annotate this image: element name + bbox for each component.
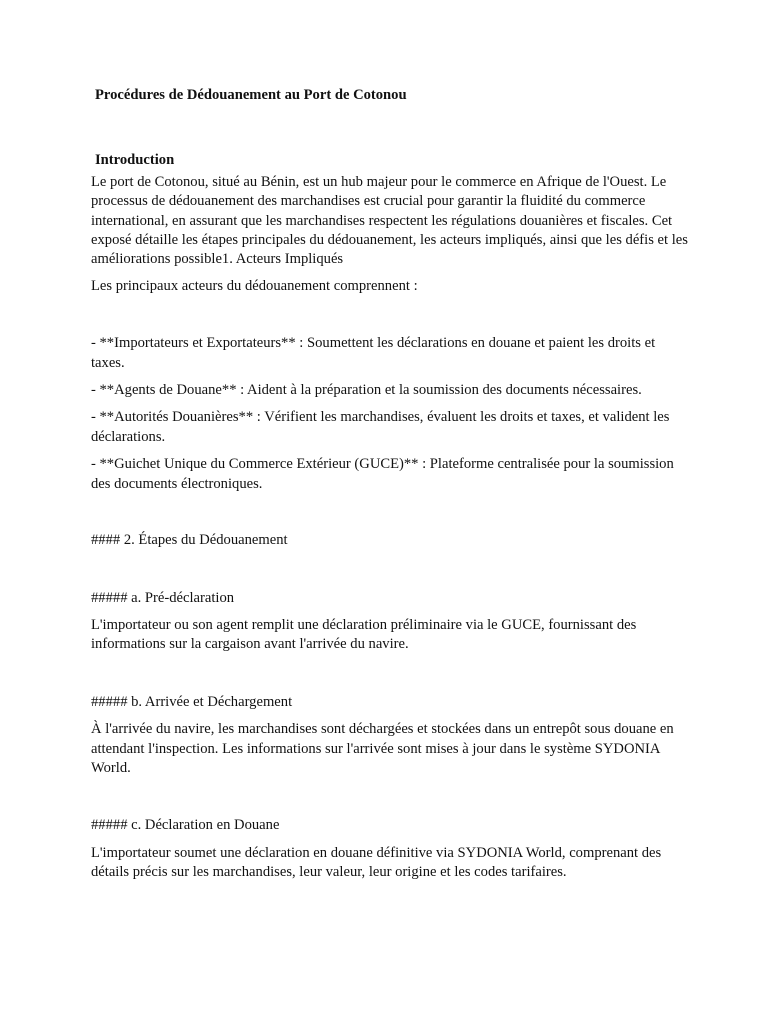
intro-paragraph: Le port de Cotonou, situé au Bénin, est un hub majeur pour le commerce en Afrique de l'Ouest. Le processus de dédouanement des marchandises est crucial pour garantir la fluidité du commerce international, en assurant que les marchandises respectent les régulations douanières et fiscales. Cet exposé détaille les étapes principales du dédouanement, les acteurs impliqués, ainsi que les défis et les améliorations possible1. Acteurs Impliqués — [91, 173, 688, 268]
step-heading-arrivee: ##### b. Arrivée et Déchargement — [91, 693, 293, 710]
section-heading-introduction: Introduction — [95, 152, 175, 169]
actor-item: - **Autorités Douanières** : Vérifient les marchandises, évaluent les droits et taxes, et valident les déclarations. — [91, 409, 670, 445]
step-text-pre-declaration: L'importateur ou son agent remplit une déclaration préliminaire via le GUCE, fournissant des informations sur la cargaison avant l'arrivée du navire. — [91, 616, 637, 653]
steps-heading: #### 2. Étapes du Dédouanement — [91, 532, 288, 549]
actor-item: - **Importateurs et Exportateurs** : Soumettent les déclarations en douane et paient les droits et taxes. — [91, 335, 656, 371]
actors-intro-paragraph: Les principaux acteurs du dédouanement comprennent : — [91, 277, 418, 294]
document-body — [91, 86, 691, 883]
step-heading-declaration: ##### c. Déclaration en Douane — [91, 817, 280, 834]
step-heading-pre-declaration: ##### a. Pré-déclaration — [91, 589, 235, 606]
step-text-declaration: L'importateur soumet une déclaration en douane définitive via SYDONIA World, comprenant des détails précis sur les marchandises, leur valeur, leur origine et les codes tarifaires. — [91, 844, 662, 881]
document-title: Procédures de Dédouanement au Port de Cotonou — [95, 87, 407, 103]
actor-item: - **Guichet Unique du Commerce Extérieur (GUCE)** : Plateforme centralisée pour la soumission des documents électroniques. — [91, 456, 674, 492]
actor-item: - **Agents de Douane** : Aident à la préparation et la soumission des documents nécessaires. — [91, 382, 642, 399]
step-text-arrivee: À l'arrivée du navire, les marchandises sont déchargées et stockées dans un entrepôt sous douane en attendant l'inspection. Les informations sur l'arrivée sont mises à jour dans le système SYDONIA World. — [91, 721, 674, 776]
